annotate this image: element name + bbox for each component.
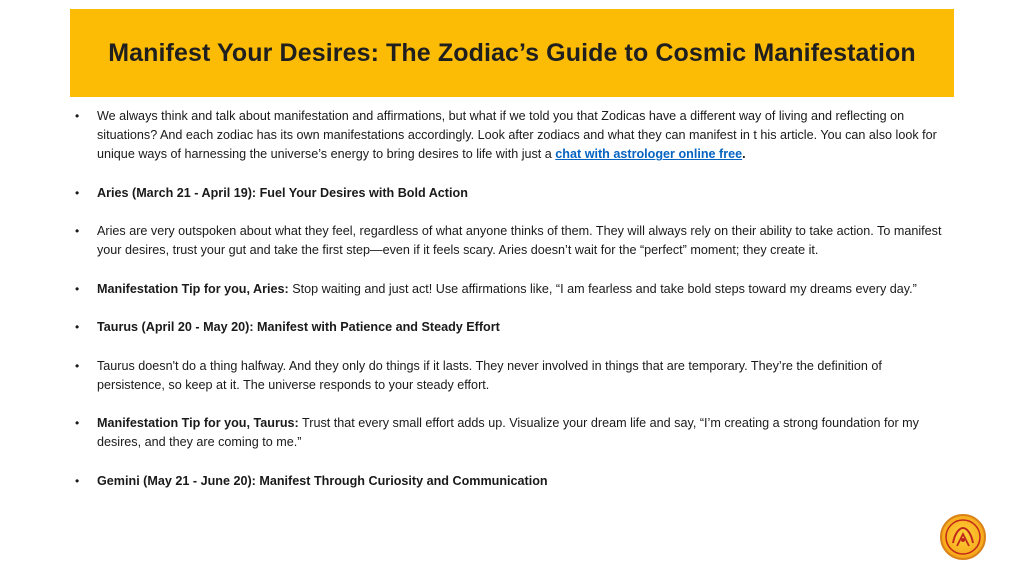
taurus-tip-text: Trust that every small effort adds up. Visualize your dream life and say, “I’m creating a strong foundation for my desires, and they are coming to me.” — [97, 416, 919, 450]
list-item-taurus-tip — [75, 414, 945, 452]
astrologer-chat-link[interactable]: chat with astrologer online free — [555, 147, 743, 162]
title-banner — [70, 9, 954, 97]
list-item-aries-body — [75, 222, 945, 260]
astrology-logo-icon — [940, 514, 986, 560]
list-item-aries-tip — [75, 280, 945, 299]
bullet: • — [75, 224, 80, 239]
list-item-intro — [75, 107, 945, 165]
logo-glyph-icon — [942, 516, 984, 558]
list-item-taurus-heading — [75, 318, 945, 337]
list-item-taurus-body — [75, 357, 945, 395]
intro-end: . — [742, 147, 746, 162]
aries-tip-label: Manifestation Tip for you, Aries: — [97, 281, 289, 296]
aries-tip-text: Stop waiting and just act! Use affirmations like, “I am fearless and take bold steps toward my dreams every day.” — [288, 281, 917, 296]
aries-body: Aries are very outspoken about what they feel, regardless of what anyone thinks of them. They will always rely on their ability to take action. To manifest your desires, trust your gut and take the first step—even if it feels scary. Aries doesn’t wait for the “perfect” moment; they create it. — [97, 224, 942, 258]
bullet: • — [75, 185, 80, 200]
bullet: • — [75, 281, 80, 296]
taurus-heading: Taurus (April 20 - May 20): Manifest with Patience and Steady Effort — [97, 320, 500, 335]
bullet: • — [75, 320, 80, 335]
content-list — [75, 107, 945, 510]
gemini-heading: Gemini (May 21 - June 20): Manifest Through Curiosity and Communication — [97, 473, 548, 488]
page-title: Manifest Your Desires: The Zodiac’s Guide to Cosmic Manifestation — [108, 38, 916, 67]
list-item-aries-heading — [75, 184, 945, 203]
intro-text: We always think and talk about manifestation and affirmations, but what if we told you that Zodicas have a different way of living and reflecting on situations? And each zodiac has its own manifestations accordingly. Look after zodiacs and what they can manifest in t his article. You can also look for unique ways of harnessing the universe’s energy to bring desires to life with just a — [97, 109, 937, 162]
bullet: • — [75, 416, 80, 431]
list-item-gemini-heading — [75, 472, 945, 491]
bullet: • — [75, 358, 80, 373]
aries-heading: Aries (March 21 - April 19): Fuel Your Desires with Bold Action — [97, 185, 468, 200]
taurus-tip-label: Manifestation Tip for you, Taurus: — [97, 416, 299, 431]
bullet: • — [75, 109, 80, 123]
taurus-body: Taurus doesn't do a thing halfway. And they only do things if it lasts. They never involved in things that are temporary. They’re the definition of persistence, so keep at it. The universe responds to your steady effort. — [97, 358, 882, 392]
bullet: • — [75, 473, 80, 488]
